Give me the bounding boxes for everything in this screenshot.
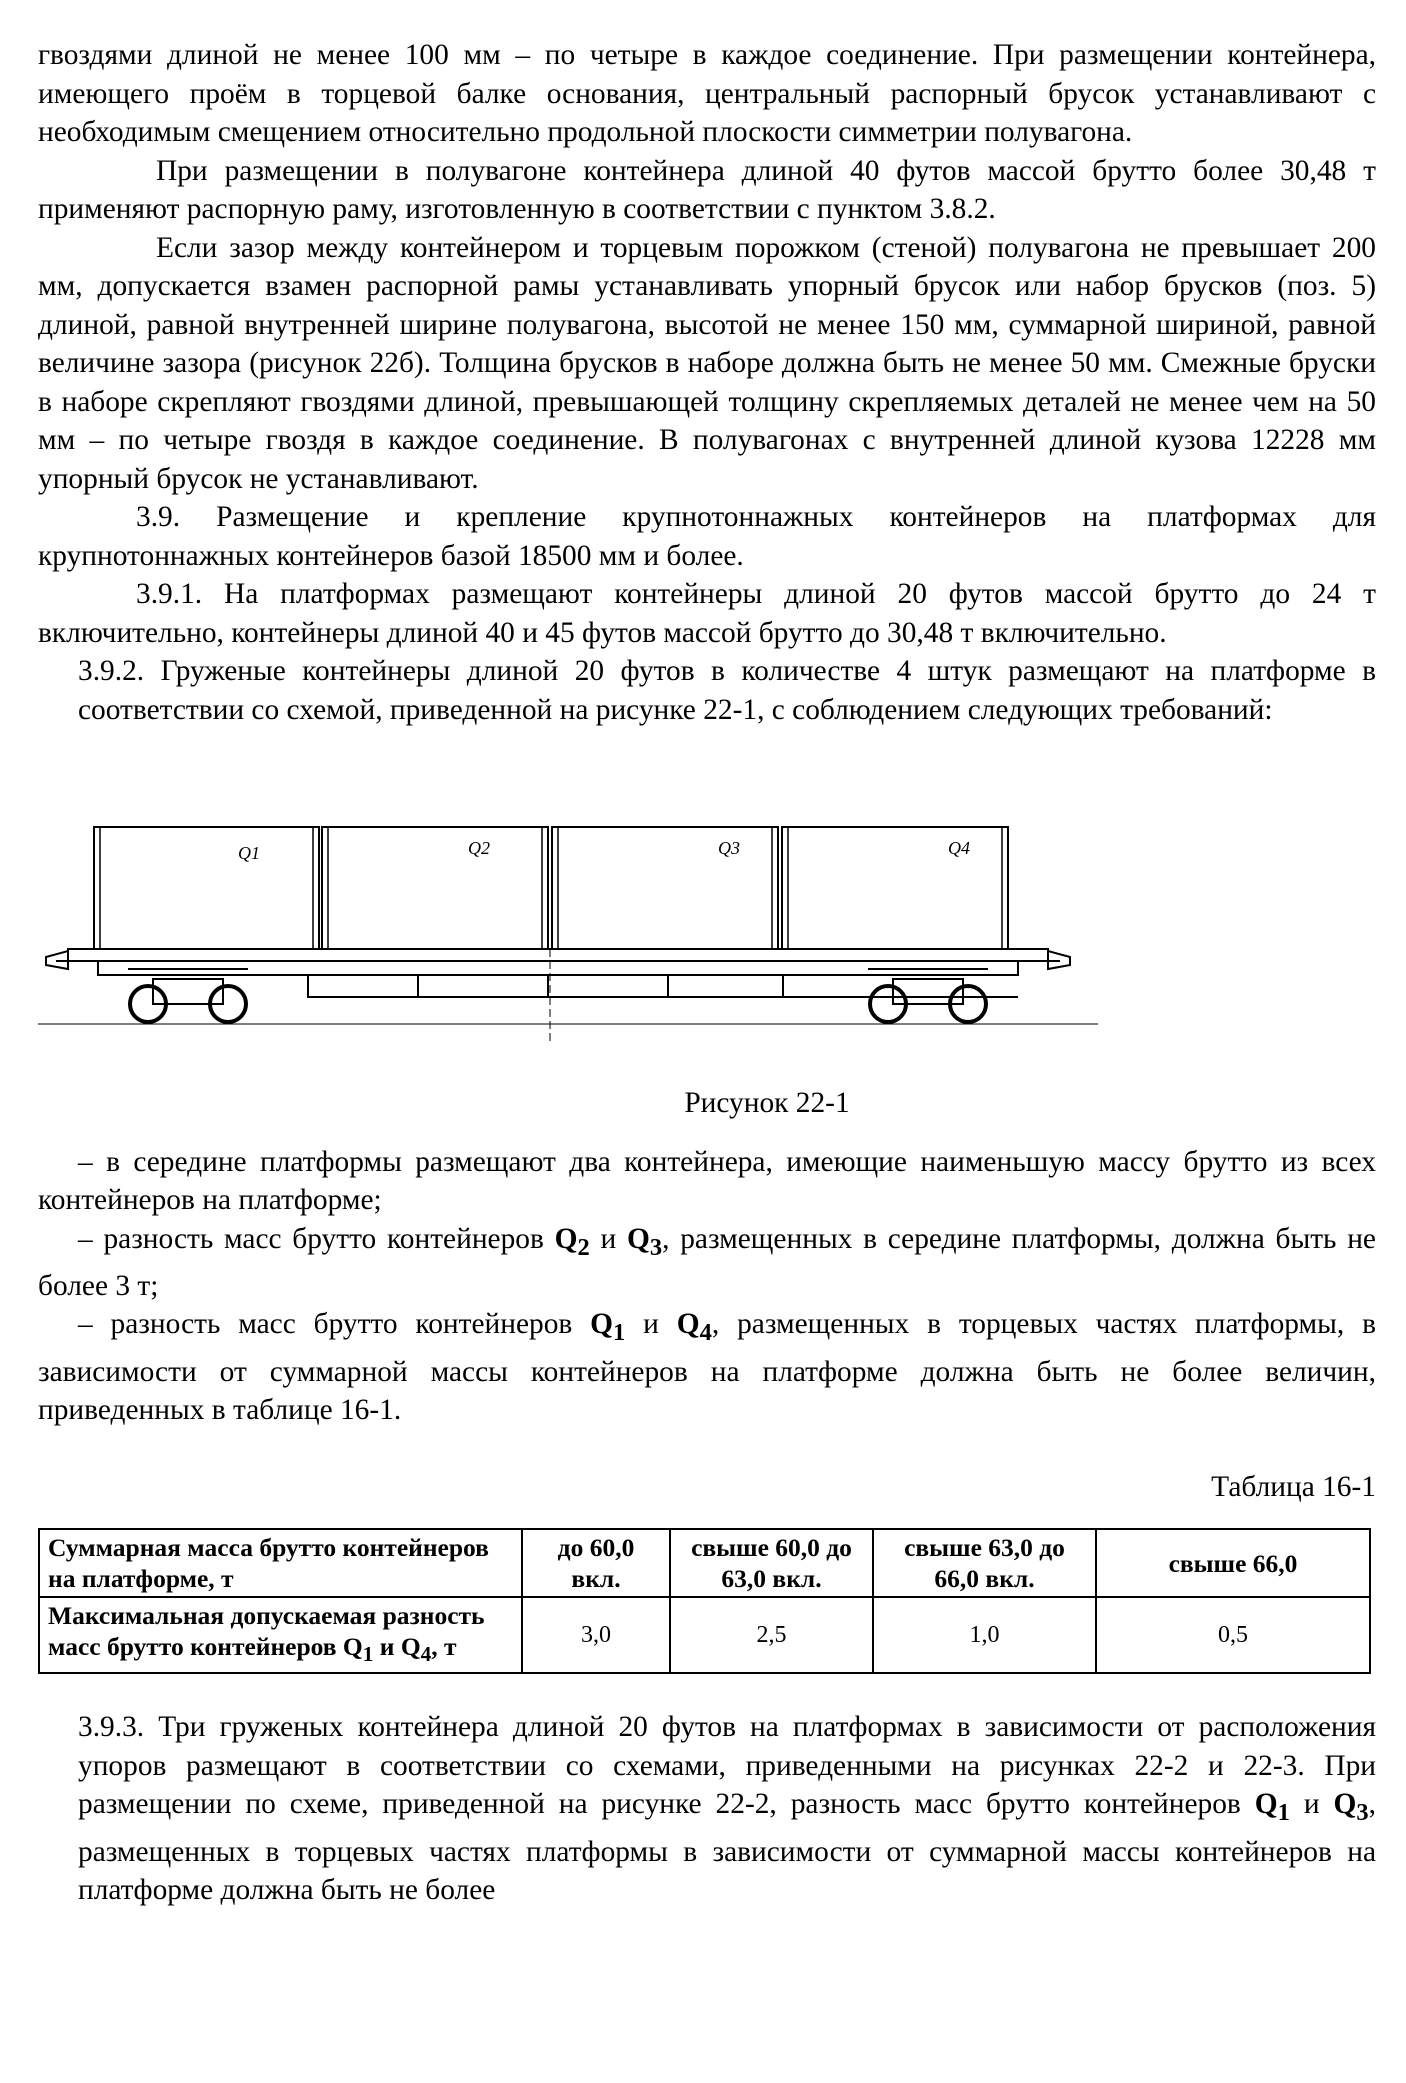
row-label: Максимальная допускаемая разность масс брутто контейнеров $Q_1$ и $Q_4$, т: [39, 1597, 522, 1673]
label-q2: Q2: [468, 838, 490, 858]
mass-difference-table: [38, 1528, 1371, 1674]
table-caption: Таблица 16-1: [1211, 1470, 1376, 1503]
table-cell: 1,0: [873, 1597, 1096, 1673]
paragraph-3-9-1: 3.9.1. На платформах размещают контейнеры длиной 20 футов массой брутто до 24 т включительно, контейнеры длиной 40 и 45 футов массой брутто до 30,48 т включительно.: [38, 578, 1376, 649]
header-cell: свыше 66,0: [1096, 1529, 1370, 1597]
header-cell: свыше 60,0 до 63,0 вкл.: [670, 1529, 873, 1597]
container-4: [782, 827, 1008, 949]
figure-caption: Рисунок 22-1: [684, 1087, 850, 1119]
paragraph-3-9-2-text: 3.9.2. Груженые контейнеры длиной 20 футов в количестве 4 штук размещают на платформе в соответствии со схемой, приведенной на рисунке 22-1, с соблюдением следующих требований:: [78, 655, 1376, 726]
paragraph-gap: Если зазор между контейнером и торцевым порожком (стеной) полувагона не превышает 200 мм, допускается взамен распорной рамы устанавливать упорный брусок или набор брусков (поз. 5) длиной, равной внутренней ширине полувагона, высотой не менее 150 мм, суммарной шириной, равной величине зазора (рисунок 22б). Толщина брусков в наборе должна быть не менее 50 мм. Смежные бруски в наборе скрепляют гвоздями длиной, превышающей толщину скрепляемых деталей не менее чем на 50 мм – по четыре гвоздя в каждое соединение. В полувагонах с внутренней длиной кузова 12228 мм упорный брусок не устанавливают.: [38, 231, 1376, 495]
container-2: [322, 827, 548, 949]
bullet-q1-q4: – разность масс брутто контейнеров $Q_1$ и $Q_4$, размещенных в торцевых частях платформы, в зависимости от суммарной массы контейнеров на платформе должна быть не более величин, приведенных в таблице 16-1.: [38, 1308, 1376, 1427]
label-q3: Q3: [718, 838, 740, 858]
paragraph-40ft-frame: При размещении в полувагоне контейнера длиной 40 футов массой брутто более 30,48 т применяют распорную раму, изготовленную в соответствии с пунктом 3.8.2.: [38, 154, 1376, 225]
paragraph-3-9-2: [38, 652, 1376, 729]
header-cell: до 60,0 вкл.: [522, 1529, 670, 1597]
bullet-middle-containers: – в середине платформы размещают два контейнера, имеющие наименьшую массу брутто из всех контейнеров на платформе;: [38, 1145, 1376, 1216]
container-1: [94, 827, 319, 949]
table-cell: 0,5: [1096, 1597, 1370, 1673]
header-cell: свыше 63,0 до 66,0 вкл.: [873, 1529, 1096, 1597]
paragraph-nails: гвоздями длиной не менее 100 мм – по четыре в каждое соединение. При размещении контейнера, имеющего проём в торцевой балке основания, центральный распорный брусок устанавливают с необходимым смещением относительно продольной плоскости симметрии полувагона.: [38, 39, 1376, 148]
container-3: [552, 827, 778, 949]
flatcar-drawing: [38, 819, 1376, 1064]
table-cell: 3,0: [522, 1597, 670, 1673]
header-cell: Суммарная масса брутто контейнеров на платформе, т: [39, 1529, 522, 1597]
table-row: [39, 1597, 1370, 1673]
table-cell: 2,5: [670, 1597, 873, 1673]
paragraph-3-9: 3.9. Размещение и крепление крупнотоннажных контейнеров на платформах для крупнотоннажных контейнеров базой 18500 мм и более.: [38, 501, 1376, 572]
bullet-q2-q3: – разность масс брутто контейнеров $Q_2$ и $Q_3$, размещенных в середине платформы, должна быть не более 3 т;: [38, 1222, 1376, 1302]
paragraph-3-9-3: 3.9.3. Три груженых контейнера длиной 20 футов на платформах в зависимости от расположения упоров размещают в соответствии со схемами, приведенными на рисунках 22-2 и 22-3. При размещении по схеме, приведенной на рисунке 22-2, разность масс брутто контейнеров $Q_1$ и $Q_3$, размещенных в торцевых частях платформы в зависимости от суммарной массы контейнеров на платформе должна быть не более: [78, 1711, 1376, 1907]
document-page: [38, 36, 1376, 1910]
table-header-row: [39, 1529, 1370, 1597]
platform-figure: [38, 819, 1376, 1064]
label-q1: Q1: [238, 843, 260, 863]
label-q4: Q4: [948, 838, 970, 858]
